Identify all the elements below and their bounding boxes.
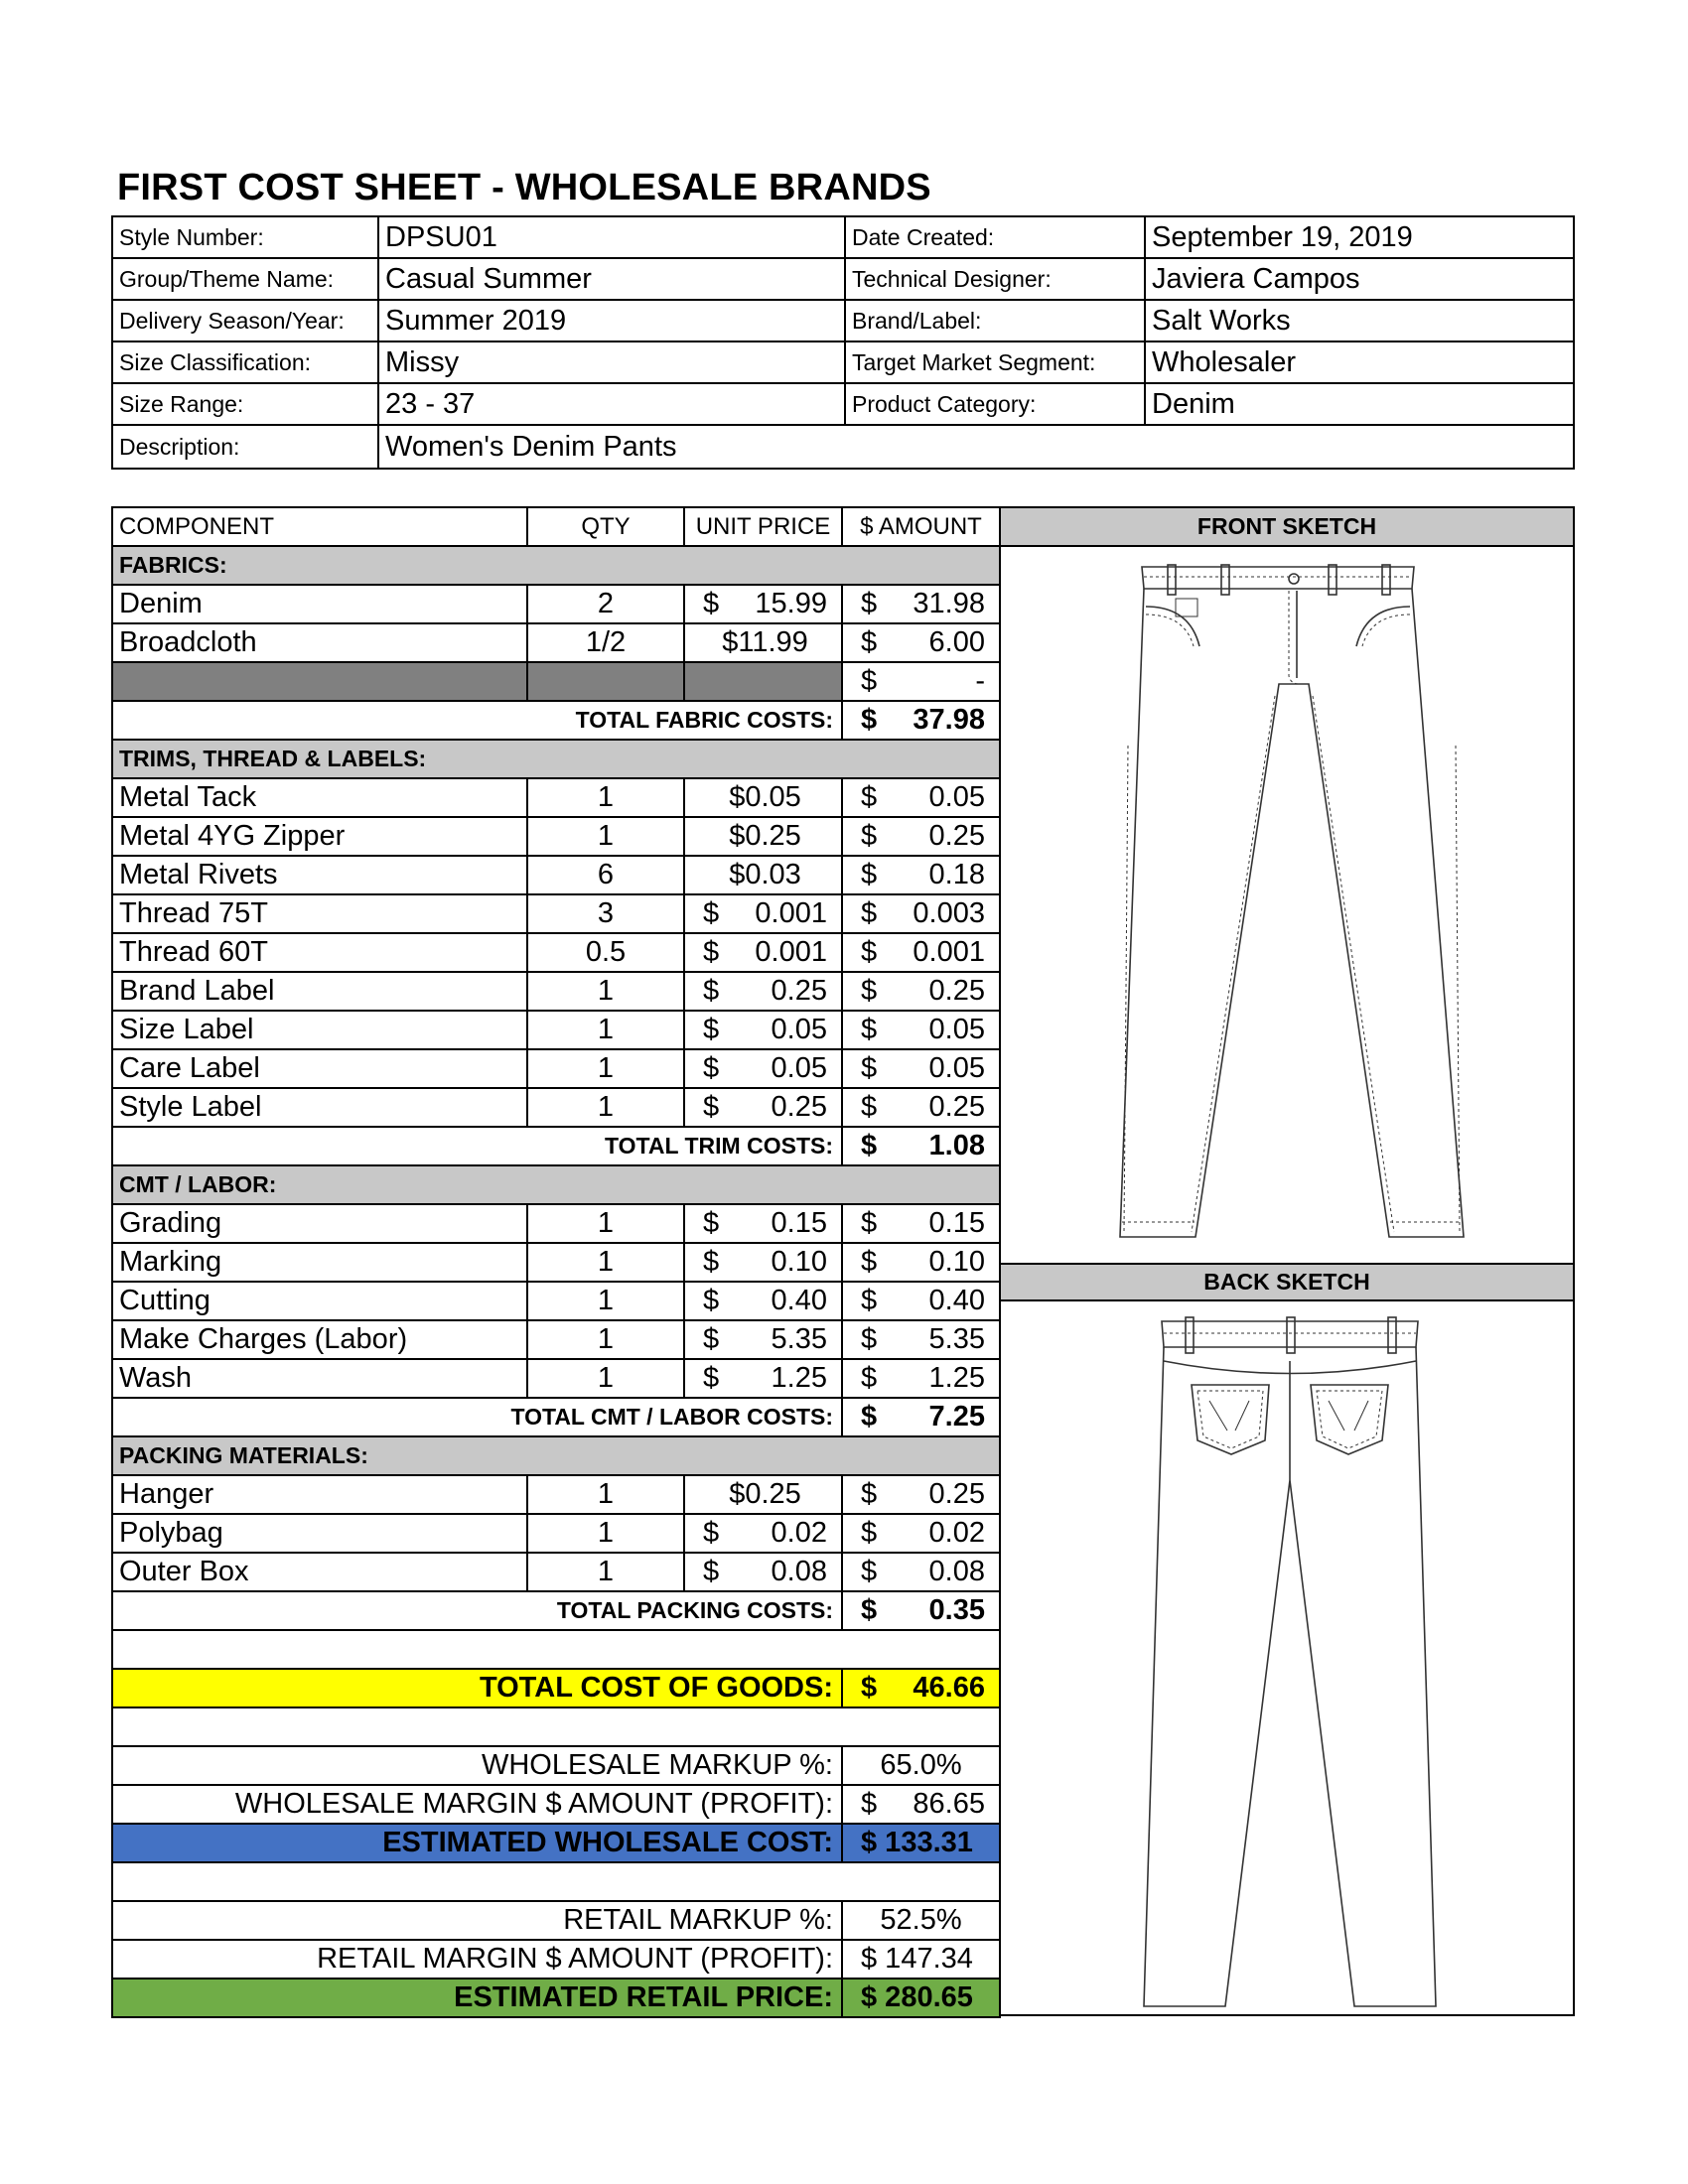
retail-markup-value: 52.5%	[843, 1902, 1001, 1939]
component-amount	[843, 1244, 1001, 1281]
component-unit-price	[685, 1089, 843, 1126]
component-qty: 1	[528, 1050, 685, 1087]
component-unit-price	[685, 934, 843, 971]
unit-price-value: 5.35	[771, 1323, 827, 1355]
description-label: Description:	[113, 426, 379, 468]
component-name: Size Label	[113, 1012, 528, 1048]
component-amount-value: 0.003	[913, 897, 985, 929]
table-row	[113, 1050, 1001, 1089]
total-cost-of-goods	[113, 1670, 1001, 1708]
currency-symbol: $	[703, 1556, 720, 1587]
unit-price-value: 0.40	[771, 1285, 827, 1316]
cmt-total-amount-value: 7.25	[928, 1401, 985, 1433]
component-name: Wash	[113, 1360, 528, 1397]
header-unit-price: UNIT PRICE	[685, 508, 843, 545]
table-header	[113, 508, 1001, 547]
info-label: Group/Theme Name:	[113, 259, 379, 299]
currency-symbol: $	[861, 1246, 878, 1278]
currency-symbol: $	[703, 975, 720, 1007]
currency-symbol: $	[861, 1130, 878, 1161]
spacer-row	[113, 1863, 1001, 1902]
table-row	[113, 1360, 1001, 1399]
section-total-row	[113, 1128, 1001, 1166]
component-name: Style Label	[113, 1089, 528, 1126]
component-amount-value: 0.18	[928, 859, 985, 890]
component-amount	[843, 1205, 1001, 1242]
currency-symbol: $	[703, 1014, 720, 1045]
component-amount-value: 0.25	[928, 1478, 985, 1510]
currency-symbol: $	[703, 1052, 720, 1084]
info-label: Style Number:	[113, 217, 379, 257]
component-name: Marking	[113, 1244, 528, 1281]
currency-symbol: $	[861, 665, 878, 697]
trims-total-amount-value: 1.08	[928, 1130, 985, 1161]
component-amount-value: 0.25	[928, 1091, 985, 1123]
component-qty: 0.5	[528, 934, 685, 971]
component-unit-price	[685, 1360, 843, 1397]
packing-total-amount-value: 0.35	[928, 1594, 985, 1626]
spacer-row	[113, 1708, 1001, 1747]
section-total-row	[113, 1592, 1001, 1631]
info-value: September 19, 2019	[1152, 220, 1413, 253]
table-row	[113, 663, 1001, 702]
info-value: Javiera Campos	[1152, 262, 1360, 295]
info-table	[111, 215, 1575, 470]
info-label: Technical Designer:	[846, 259, 1146, 299]
component-name: Thread 60T	[113, 934, 528, 971]
component-name: Grading	[113, 1205, 528, 1242]
component-qty: 1	[528, 1554, 685, 1590]
currency-symbol: $	[861, 1014, 878, 1045]
currency-symbol: $	[861, 781, 878, 813]
info-value: Casual Summer	[379, 259, 846, 299]
component-name: Thread 75T	[113, 895, 528, 932]
info-label: Delivery Season/Year:	[113, 301, 379, 341]
info-label: Brand/Label:	[846, 301, 1146, 341]
component-unit-price	[685, 1554, 843, 1590]
section-total-row	[113, 702, 1001, 741]
currency-symbol: $	[861, 1556, 878, 1587]
component-qty: 1	[528, 1360, 685, 1397]
retail-margin	[113, 1941, 1001, 1979]
description-value: Women's Denim Pants	[385, 430, 677, 463]
unit-price-value: 0.02	[771, 1517, 827, 1549]
currency-symbol: $	[703, 1517, 720, 1549]
component-amount	[843, 1554, 1001, 1590]
jeans-back-icon	[1001, 1301, 1572, 2016]
table-row	[113, 1515, 1001, 1554]
spacer-row	[113, 1631, 1001, 1670]
front-sketch-header: FRONT SKETCH	[1001, 508, 1573, 547]
table-row	[113, 1012, 1001, 1050]
currency-symbol: $	[861, 1285, 878, 1316]
fabrics-total-label: TOTAL FABRIC COSTS:	[113, 702, 843, 739]
estimated-wholesale-cost-value: $ 133.31	[843, 1825, 1001, 1861]
currency-symbol: $	[861, 1052, 878, 1084]
info-value: Summer 2019	[379, 301, 846, 341]
currency-symbol: $	[861, 859, 878, 890]
component-qty: 6	[528, 857, 685, 893]
wholesale-margin	[113, 1786, 1001, 1825]
estimated-retail-price-value: $ 280.65	[843, 1979, 1001, 2016]
estimated-retail-price	[113, 1979, 1001, 2018]
page-title: FIRST COST SHEET - WHOLESALE BRANDS	[117, 167, 931, 208]
info-label: Size Range:	[113, 384, 379, 424]
retail-margin-value: $ 147.34	[843, 1941, 1001, 1978]
currency-symbol: $	[861, 1672, 878, 1704]
currency-symbol: $	[861, 626, 878, 658]
info-row	[113, 259, 1573, 301]
currency-symbol: $	[703, 897, 720, 929]
jeans-front-icon	[1001, 547, 1572, 1263]
component-amount-value: -	[975, 665, 985, 697]
info-label: Target Market Segment:	[846, 342, 1146, 382]
cmt-total-amount	[843, 1399, 1001, 1435]
currency-symbol: $	[703, 1091, 720, 1123]
table-row	[113, 1321, 1001, 1360]
packing-section-label: PACKING MATERIALS:	[113, 1437, 1001, 1474]
header-component: COMPONENT	[113, 508, 528, 545]
component-qty: 1	[528, 1476, 685, 1513]
retail-markup	[113, 1902, 1001, 1941]
total-cost-of-goods-value	[843, 1670, 1001, 1706]
packing-total-amount	[843, 1592, 1001, 1629]
currency-symbol: $	[861, 1401, 878, 1433]
estimated-retail-price-label: ESTIMATED RETAIL PRICE:	[113, 1979, 843, 2016]
component-unit-price	[685, 857, 843, 893]
component-amount	[843, 1476, 1001, 1513]
currency-symbol: $	[703, 1207, 720, 1239]
component-unit-price	[685, 1205, 843, 1242]
unit-price-value: 0.05	[771, 1052, 827, 1084]
wholesale-margin-value	[843, 1786, 1001, 1823]
component-amount-value: 0.001	[913, 936, 985, 968]
total-cost-of-goods-amount: 46.66	[913, 1672, 985, 1704]
description-row	[113, 426, 1573, 468]
info-value: Salt Works	[1152, 304, 1291, 337]
info-value: Missy	[379, 342, 846, 382]
component-amount	[843, 895, 1001, 932]
component-amount-value: 0.02	[928, 1517, 985, 1549]
component-amount	[843, 779, 1001, 816]
currency-symbol: $	[861, 1478, 878, 1510]
wholesale-margin-amount: 86.65	[913, 1788, 985, 1820]
currency-symbol: $	[861, 1207, 878, 1239]
component-amount	[843, 1012, 1001, 1048]
currency-symbol: $	[703, 1246, 720, 1278]
unit-price-value: 1.25	[771, 1362, 827, 1394]
section-header	[113, 1166, 1001, 1205]
component-name: Metal Tack	[113, 779, 528, 816]
component-unit-price	[685, 1050, 843, 1087]
unit-price-value: 0.15	[771, 1207, 827, 1239]
component-unit-price	[685, 779, 843, 816]
currency-symbol: $	[861, 897, 878, 929]
table-row	[113, 934, 1001, 973]
component-name: Metal 4YG Zipper	[113, 818, 528, 855]
component-unit-price	[685, 1321, 843, 1358]
component-amount-value: 6.00	[928, 626, 985, 658]
info-value: Denim	[1152, 387, 1235, 420]
sketch-panel	[1001, 506, 1575, 2016]
component-qty: 1	[528, 818, 685, 855]
section-header	[113, 1437, 1001, 1476]
component-name: Broadcloth	[113, 624, 528, 661]
component-amount-value: 0.05	[928, 781, 985, 813]
component-amount	[843, 1515, 1001, 1552]
component-qty: 3	[528, 895, 685, 932]
component-name: Make Charges (Labor)	[113, 1321, 528, 1358]
component-unit-price	[685, 1283, 843, 1319]
component-amount	[843, 586, 1001, 622]
component-amount-value: 0.08	[928, 1556, 985, 1587]
component-amount-value: 0.40	[928, 1285, 985, 1316]
currency-symbol: $	[861, 1788, 878, 1820]
currency-symbol: $	[861, 975, 878, 1007]
info-label: Date Created:	[846, 217, 1146, 257]
estimated-wholesale-cost	[113, 1825, 1001, 1863]
component-name	[113, 663, 528, 700]
component-amount	[843, 973, 1001, 1010]
info-row	[113, 342, 1573, 384]
cmt-total-label: TOTAL CMT / LABOR COSTS:	[113, 1399, 843, 1435]
component-qty: 1	[528, 1205, 685, 1242]
wholesale-markup-label: WHOLESALE MARKUP %:	[113, 1747, 843, 1784]
unit-price-value: 0.10	[771, 1246, 827, 1278]
currency-symbol: $	[861, 936, 878, 968]
unit-price-value: 0.001	[755, 897, 827, 929]
component-name: Outer Box	[113, 1554, 528, 1590]
unit-price-value: 0.001	[755, 936, 827, 968]
section-header	[113, 741, 1001, 779]
component-amount-value: 0.05	[928, 1052, 985, 1084]
component-unit-price	[685, 1515, 843, 1552]
component-qty: 1	[528, 973, 685, 1010]
component-amount	[843, 1360, 1001, 1397]
component-unit-price	[685, 586, 843, 622]
info-value: Wholesaler	[1152, 345, 1297, 378]
fabrics-total-amount-value: 37.98	[913, 704, 985, 736]
component-name: Polybag	[113, 1515, 528, 1552]
unit-price-value: $0.03	[729, 859, 801, 890]
table-row	[113, 857, 1001, 895]
component-name: Care Label	[113, 1050, 528, 1087]
component-amount-value: 0.15	[928, 1207, 985, 1239]
component-unit-price	[685, 1012, 843, 1048]
info-row	[113, 384, 1573, 426]
component-unit-price	[685, 663, 843, 700]
component-unit-price	[685, 624, 843, 661]
table-row	[113, 1244, 1001, 1283]
info-label: Size Classification:	[113, 342, 379, 382]
table-row	[113, 818, 1001, 857]
spacer-cell	[113, 1631, 1001, 1668]
estimated-wholesale-cost-label: ESTIMATED WHOLESALE COST:	[113, 1825, 843, 1861]
component-amount	[843, 1050, 1001, 1087]
wholesale-margin-label: WHOLESALE MARGIN $ AMOUNT (PROFIT):	[113, 1786, 843, 1823]
component-amount	[843, 1089, 1001, 1126]
component-amount-value: 0.25	[928, 820, 985, 852]
front-sketch-area	[1001, 547, 1573, 1263]
currency-symbol: $	[861, 704, 878, 736]
unit-price-value: $11.99	[722, 626, 808, 658]
trims-total-amount	[843, 1128, 1001, 1164]
component-amount	[843, 624, 1001, 661]
currency-symbol: $	[703, 1285, 720, 1316]
currency-symbol: $	[703, 588, 720, 619]
component-amount	[843, 663, 1001, 700]
component-qty: 1/2	[528, 624, 685, 661]
trims-total-label: TOTAL TRIM COSTS:	[113, 1128, 843, 1164]
info-value: 23 - 37	[379, 384, 846, 424]
unit-price-value: 0.25	[771, 1091, 827, 1123]
table-row	[113, 1283, 1001, 1321]
component-amount	[843, 818, 1001, 855]
component-amount-value: 0.10	[928, 1246, 985, 1278]
component-name: Hanger	[113, 1476, 528, 1513]
currency-symbol: $	[703, 936, 720, 968]
component-qty: 1	[528, 779, 685, 816]
section-total-row	[113, 1399, 1001, 1437]
retail-markup-label: RETAIL MARKUP %:	[113, 1902, 843, 1939]
section-header	[113, 547, 1001, 586]
info-value: DPSU01	[379, 217, 846, 257]
unit-price-value: 0.05	[771, 1014, 827, 1045]
cost-table	[111, 506, 1001, 2018]
component-amount	[843, 857, 1001, 893]
wholesale-markup-value: 65.0%	[843, 1747, 1001, 1784]
currency-symbol: $	[861, 1323, 878, 1355]
currency-symbol: $	[861, 820, 878, 852]
info-label: Product Category:	[846, 384, 1146, 424]
component-qty: 1	[528, 1515, 685, 1552]
spacer-cell	[113, 1708, 1001, 1745]
component-qty: 1	[528, 1244, 685, 1281]
component-amount	[843, 1321, 1001, 1358]
component-name: Metal Rivets	[113, 857, 528, 893]
info-row	[113, 301, 1573, 342]
unit-price-value: $0.25	[729, 820, 801, 852]
unit-price-value: 15.99	[755, 588, 827, 619]
component-amount-value: 0.05	[928, 1014, 985, 1045]
component-qty: 1	[528, 1283, 685, 1319]
currency-symbol: $	[861, 1362, 878, 1394]
fabrics-section-label: FABRICS:	[113, 547, 1001, 584]
component-amount-value: 5.35	[928, 1323, 985, 1355]
table-row	[113, 1554, 1001, 1592]
currency-symbol: $	[703, 1323, 720, 1355]
component-unit-price	[685, 1476, 843, 1513]
component-amount	[843, 1283, 1001, 1319]
component-name: Cutting	[113, 1283, 528, 1319]
total-cost-of-goods-label: TOTAL COST OF GOODS:	[113, 1670, 843, 1706]
packing-total-label: TOTAL PACKING COSTS:	[113, 1592, 843, 1629]
component-amount-value: 1.25	[928, 1362, 985, 1394]
header-qty: QTY	[528, 508, 685, 545]
unit-price-value: 0.25	[771, 975, 827, 1007]
component-unit-price	[685, 973, 843, 1010]
table-row	[113, 1476, 1001, 1515]
back-sketch-header: BACK SKETCH	[1001, 1263, 1573, 1301]
trims-section-label: TRIMS, THREAD & LABELS:	[113, 741, 1001, 777]
cmt-section-label: CMT / LABOR:	[113, 1166, 1001, 1203]
table-row	[113, 1089, 1001, 1128]
component-unit-price	[685, 1244, 843, 1281]
table-row	[113, 624, 1001, 663]
currency-symbol: $	[703, 1362, 720, 1394]
info-row	[113, 217, 1573, 259]
component-amount-value: 0.25	[928, 975, 985, 1007]
table-row	[113, 779, 1001, 818]
component-name: Brand Label	[113, 973, 528, 1010]
unit-price-value: $0.25	[729, 1478, 801, 1510]
component-qty: 1	[528, 1321, 685, 1358]
currency-symbol: $	[861, 588, 878, 619]
fabrics-total-amount	[843, 702, 1001, 739]
unit-price-value: $0.05	[729, 781, 801, 813]
component-unit-price	[685, 818, 843, 855]
spacer-cell	[113, 1863, 1001, 1900]
component-unit-price	[685, 895, 843, 932]
component-name: Denim	[113, 586, 528, 622]
currency-symbol: $	[861, 1517, 878, 1549]
component-qty	[528, 663, 685, 700]
table-row	[113, 1205, 1001, 1244]
component-qty: 2	[528, 586, 685, 622]
table-row	[113, 895, 1001, 934]
currency-symbol: $	[861, 1091, 878, 1123]
retail-margin-label: RETAIL MARGIN $ AMOUNT (PROFIT):	[113, 1941, 843, 1978]
wholesale-markup	[113, 1747, 1001, 1786]
component-qty: 1	[528, 1089, 685, 1126]
component-amount-value: 31.98	[913, 588, 985, 619]
header-amount: $ AMOUNT	[843, 508, 1001, 545]
unit-price-value: 0.08	[771, 1556, 827, 1587]
back-sketch-area	[1001, 1301, 1573, 2016]
currency-symbol: $	[861, 1594, 878, 1626]
component-amount	[843, 934, 1001, 971]
component-qty: 1	[528, 1012, 685, 1048]
table-row	[113, 973, 1001, 1012]
table-row	[113, 586, 1001, 624]
